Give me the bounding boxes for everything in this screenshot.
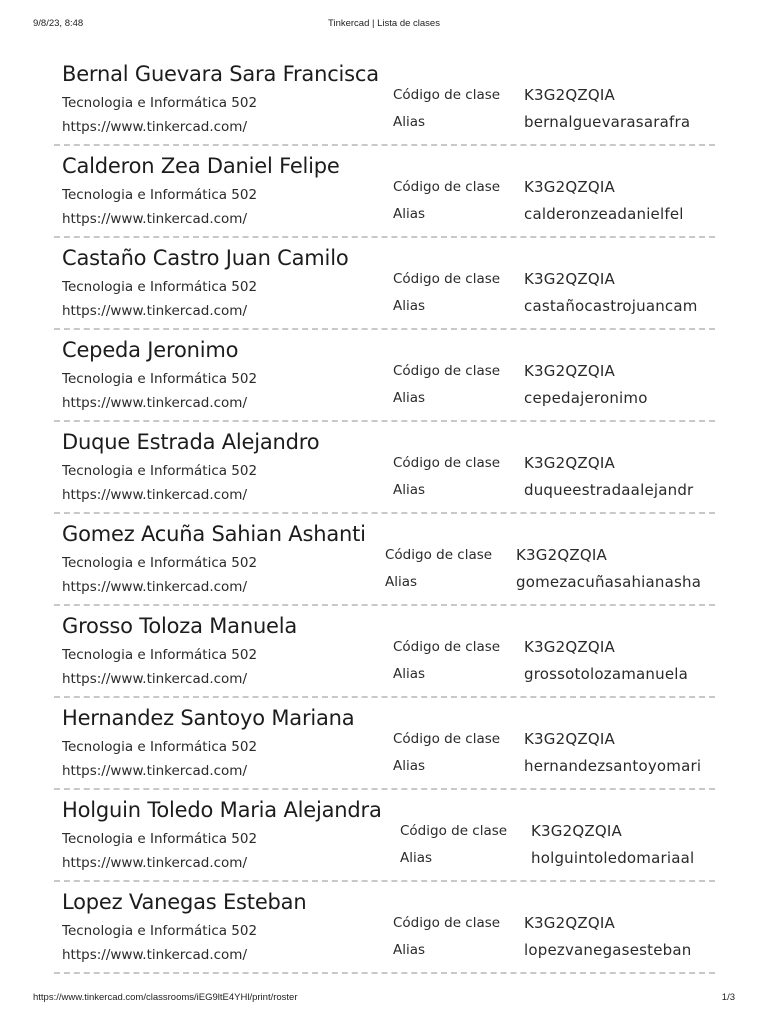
alias-label: Alias (393, 758, 426, 774)
tinkercad-link[interactable]: https://www.tinkercad.com/ (62, 763, 247, 779)
alias-label: Alias (393, 298, 426, 314)
class-info (385, 547, 707, 607)
class-code-label: Código de clase (393, 87, 501, 103)
student-name: Hernandez Santoyo Mariana (62, 706, 355, 730)
class-code-label: Código de clase (393, 915, 501, 931)
class-code-value: K3G2QZQIA (524, 86, 615, 104)
alias-value: cepedajeronimo (524, 389, 648, 407)
class-info (393, 915, 715, 975)
alias-value: duqueestradaalejandr (524, 481, 694, 499)
student-name: Cepeda Jeronimo (62, 338, 239, 362)
class-name: Tecnologia e Informática 502 (62, 831, 258, 847)
alias-label: Alias (393, 114, 426, 130)
class-name: Tecnologia e Informática 502 (62, 647, 258, 663)
student-name: Holguin Toledo Maria Alejandra (62, 798, 382, 822)
student-card (54, 698, 715, 790)
student-card (54, 238, 715, 330)
alias-label: Alias (385, 574, 418, 590)
student-card (54, 882, 715, 974)
class-code-label: Código de clase (393, 639, 501, 655)
page-number: 1/3 (721, 992, 735, 1003)
alias-value: holguintoledomariaal (531, 849, 695, 867)
class-info (393, 87, 715, 147)
class-name: Tecnologia e Informática 502 (62, 371, 258, 387)
class-code-value: K3G2QZQIA (524, 178, 615, 196)
class-code-label: Código de clase (393, 179, 501, 195)
class-code-label: Código de clase (385, 547, 493, 563)
alias-label: Alias (393, 482, 426, 498)
student-name: Lopez Vanegas Esteban (62, 890, 307, 914)
class-info (393, 639, 715, 699)
alias-label: Alias (393, 390, 426, 406)
class-name: Tecnologia e Informática 502 (62, 95, 258, 111)
class-code-value: K3G2QZQIA (524, 454, 615, 472)
alias-value: bernalguevarasarafra (524, 113, 691, 131)
alias-value: hernandezsantoyomari (524, 757, 702, 775)
alias-label: Alias (400, 850, 433, 866)
print-date: 9/8/23, 8:48 (33, 18, 84, 29)
alias-value: castañocastrojuancam (524, 297, 698, 315)
class-code-label: Código de clase (393, 455, 501, 471)
alias-value: gomezacuñasahianasha (516, 573, 702, 591)
tinkercad-link[interactable]: https://www.tinkercad.com/ (62, 947, 247, 963)
class-info (393, 455, 715, 515)
student-name: Calderon Zea Daniel Felipe (62, 154, 340, 178)
class-code-value: K3G2QZQIA (524, 270, 615, 288)
tinkercad-link[interactable]: https://www.tinkercad.com/ (62, 855, 247, 871)
class-name: Tecnologia e Informática 502 (62, 279, 258, 295)
class-code-value: K3G2QZQIA (531, 822, 622, 840)
class-code-value: K3G2QZQIA (524, 638, 615, 656)
tinkercad-link[interactable]: https://www.tinkercad.com/ (62, 395, 247, 411)
alias-label: Alias (393, 666, 426, 682)
page-title: Tinkercad | Lista de clases (328, 18, 440, 29)
student-name: Bernal Guevara Sara Francisca (62, 62, 379, 86)
tinkercad-link[interactable]: https://www.tinkercad.com/ (62, 579, 247, 595)
class-code-value: K3G2QZQIA (524, 362, 615, 380)
class-code-label: Código de clase (393, 271, 501, 287)
class-name: Tecnologia e Informática 502 (62, 187, 258, 203)
class-name: Tecnologia e Informática 502 (62, 923, 258, 939)
class-code-value: K3G2QZQIA (516, 546, 607, 564)
alias-label: Alias (393, 206, 426, 222)
class-code-label: Código de clase (393, 731, 501, 747)
tinkercad-link[interactable]: https://www.tinkercad.com/ (62, 671, 247, 687)
class-code-value: K3G2QZQIA (524, 730, 615, 748)
alias-value: grossotolozamanuela (524, 665, 689, 683)
alias-value: lopezvanegasesteban (524, 941, 692, 959)
student-card (54, 330, 715, 422)
class-info (393, 363, 715, 423)
class-code-value: K3G2QZQIA (524, 914, 615, 932)
student-name: Duque Estrada Alejandro (62, 430, 320, 454)
print-footer (33, 992, 735, 1006)
student-name: Castaño Castro Juan Camilo (62, 246, 349, 270)
class-name: Tecnologia e Informática 502 (62, 463, 258, 479)
student-card (54, 790, 715, 882)
class-code-label: Código de clase (393, 363, 501, 379)
student-name: Grosso Toloza Manuela (62, 614, 298, 638)
tinkercad-link[interactable]: https://www.tinkercad.com/ (62, 119, 247, 135)
class-code-label: Código de clase (400, 823, 508, 839)
student-card (54, 514, 715, 606)
student-roster (54, 54, 715, 974)
alias-value: calderonzeadanielfel (524, 205, 684, 223)
footer-url: https://www.tinkercad.com/classrooms/iEG9ltE4YHl/print/roster (33, 992, 298, 1003)
student-card (54, 146, 715, 238)
student-card (54, 54, 715, 146)
alias-label: Alias (393, 942, 426, 958)
class-name: Tecnologia e Informática 502 (62, 555, 258, 571)
student-name: Gomez Acuña Sahian Ashanti (62, 522, 366, 546)
class-info (393, 731, 715, 791)
tinkercad-link[interactable]: https://www.tinkercad.com/ (62, 487, 247, 503)
class-name: Tecnologia e Informática 502 (62, 739, 258, 755)
class-info (400, 823, 722, 883)
tinkercad-link[interactable]: https://www.tinkercad.com/ (62, 211, 247, 227)
class-info (393, 271, 715, 331)
tinkercad-link[interactable]: https://www.tinkercad.com/ (62, 303, 247, 319)
student-card (54, 422, 715, 514)
print-header (33, 18, 735, 32)
student-card (54, 606, 715, 698)
class-info (393, 179, 715, 239)
